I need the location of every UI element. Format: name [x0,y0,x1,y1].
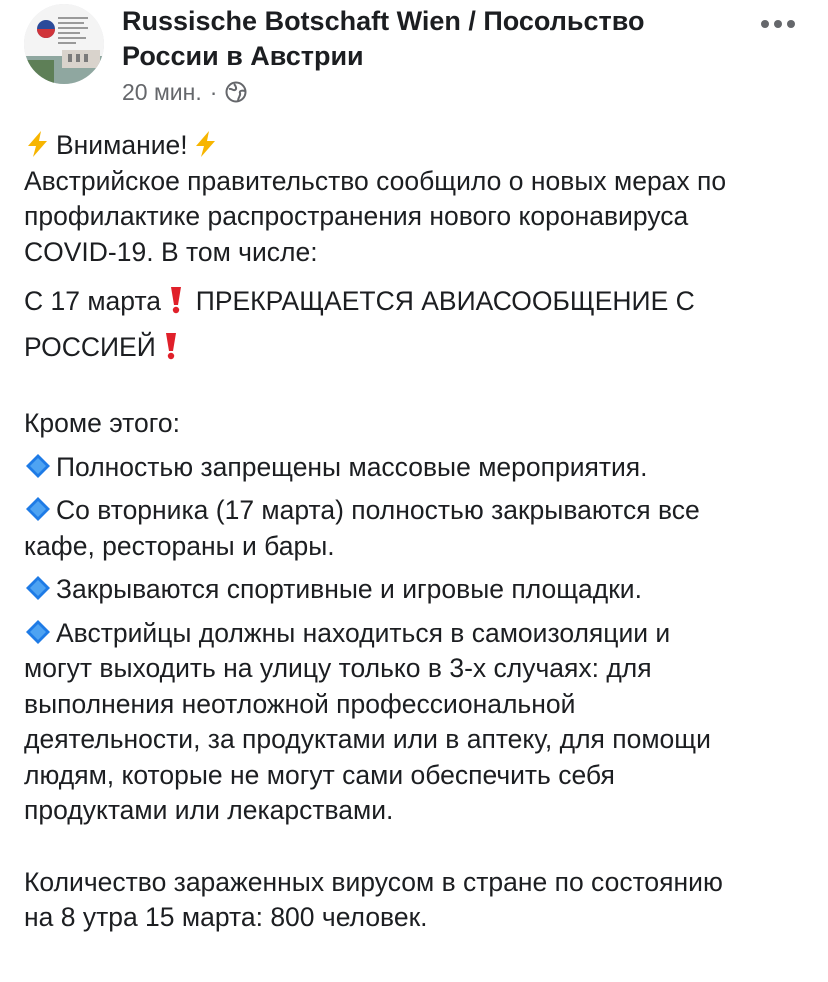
list-item-text: Австрийцы должны находиться в самоизоляции и [56,617,671,648]
list-item [24,616,814,829]
intro-line: Австрийское правительство сообщило о новых мерах по [24,165,727,196]
flight-line [24,324,814,370]
attention-text: Внимание! [56,130,188,160]
post-body [24,128,814,936]
list-item-text: деятельности, за продуктами или в аптеку, для помощи [24,724,711,754]
list-item-text: Полностью запрещены массовые мероприятия. [56,451,648,482]
post-timestamp[interactable]: 20 мин. [122,78,202,105]
flight-warning-text: ПРЕКРАЩАЕТСЯ АВИАСООБЩЕНИЕ С [195,286,695,316]
meta-separator: · [209,78,218,105]
lightning-icon [24,130,52,158]
list-item-text: кафе, рестораны и бары. [24,530,335,561]
post-header [24,4,814,104]
flight-date-text: С 17 марта [24,286,162,316]
stats-line: Количество зараженных вирусом в стране по состоянию [24,866,723,897]
embassy-logo-icon [24,4,104,84]
list-item-text: Со вторника (17 марта) полностью закрываются все [56,495,700,525]
list-item-text: людям, которые не могут сами обеспечить себя [24,759,615,790]
list-item [24,493,814,564]
list-item-text: продуктами или лекарствами. [24,795,394,825]
more-horizontal-icon [760,19,796,29]
intro-line: COVID-19. В том числе: [24,236,318,267]
flight-line [24,278,814,324]
stats-line: на 8 утра 15 марта: 800 человек. [24,902,428,932]
intro-line: профилактике распространения нового коронавируса [24,201,689,231]
besides-line: Кроме этого: [24,408,180,438]
blue-diamond-icon [24,495,52,523]
post-meta [122,76,247,108]
exclamation-icon [168,286,184,314]
list-item [24,450,814,486]
attention-line [24,128,814,164]
more-options-button[interactable] [754,6,802,42]
blue-diamond-icon [24,574,52,602]
blue-diamond-icon [24,618,52,646]
globe-icon[interactable] [225,81,247,103]
list-item-text: выполнения неотложной профессиональной [24,688,576,719]
list-item-text: Закрываются спортивные и игровые площадки. [56,574,642,604]
list-item [24,572,814,608]
list-item-text: могут выходить на улицу только в 3-х случаях: для [24,653,652,683]
lightning-icon [192,130,220,158]
flight-country-text: РОССИЕЙ [24,332,156,362]
exclamation-icon [163,332,179,360]
blue-diamond-icon [24,452,52,480]
page-name-link[interactable]: Russische Botschaft Wien / Посольство России в Австрии [122,6,645,71]
page-avatar[interactable] [24,4,104,84]
